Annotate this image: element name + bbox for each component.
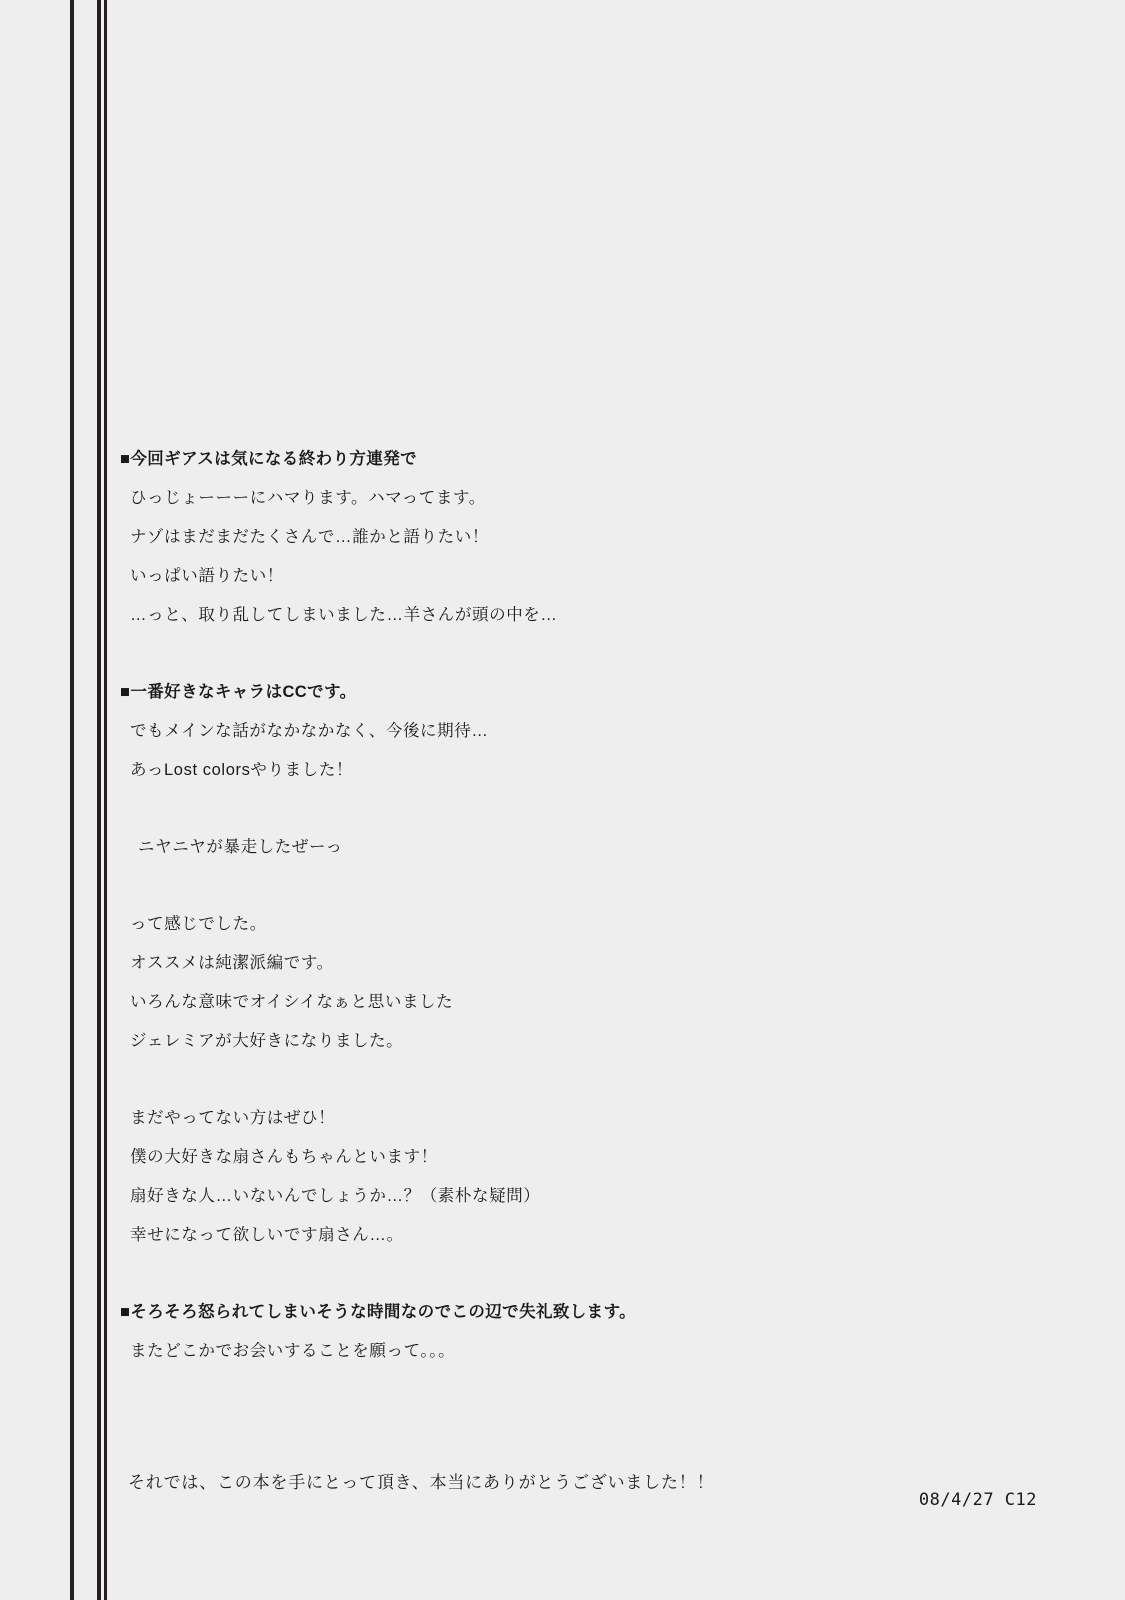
afterword-line: 幸せになって欲しいです扇さん…。 [130, 1226, 404, 1244]
afterword-line: ■今回ギアスは気になる終わり方連発で [120, 450, 418, 468]
afterword-line: …っと、取り乱してしまいました…羊さんが頭の中を… [130, 606, 558, 624]
afterword-line: ナゾはまだまだたくさんで…誰かと語りたい！ [130, 528, 489, 546]
afterword-line: ■そろそろ怒られてしまいそうな時間なのでこの辺で失礼致します。 [120, 1303, 637, 1321]
afterword-line: ひっじょーーーにハマります。ハマってます。 [130, 489, 486, 507]
afterword-block [120, 905, 940, 1061]
afterword-line: 扇好きな人…いないんでしょうか…？（素朴な疑問） [130, 1187, 541, 1205]
afterword-line: まだやってない方はぜひ！ [130, 1109, 336, 1127]
page-content [120, 0, 1055, 1600]
afterword-line: ジェレミアが大好きになりました。 [130, 1032, 404, 1050]
gutter-rule-middle [97, 0, 101, 1600]
afterword-body [120, 440, 940, 1409]
afterword-line: ニヤニヤが暴走したぜーっ [138, 838, 343, 856]
afterword-block [120, 1293, 940, 1371]
gutter-rule-outer [70, 0, 74, 1600]
afterword-line: またどこかでお会いすることを願って。。。 [130, 1342, 456, 1360]
afterword-line: あっLost colorsやりました！ [130, 761, 354, 779]
afterword-block [120, 673, 940, 790]
gutter-rule-inner [104, 0, 107, 1600]
afterword-line: いろんな意味でオイシイなぁと思いました [130, 993, 454, 1011]
afterword-block [120, 440, 940, 635]
closing-thanks: それでは、この本を手にとって頂き、本当にありがとうございました！！ [128, 1473, 715, 1492]
afterword-line: いっぱい語りたい！ [130, 567, 284, 585]
afterword-line: オススメは純潔派編です。 [130, 954, 334, 972]
afterword-line: でもメインな話がなかなかなく、今後に期待… [130, 722, 489, 740]
afterword-line: ■一番好きなキャラはCCです。 [120, 683, 357, 701]
afterword-line: 僕の大好きな扇さんもちゃんといます！ [130, 1148, 438, 1166]
afterword-line: って感じでした。 [130, 915, 267, 933]
afterword-block [120, 1099, 940, 1255]
afterword-block [120, 828, 940, 867]
date-stamp: 08/4/27 C12 [918, 1490, 1037, 1510]
